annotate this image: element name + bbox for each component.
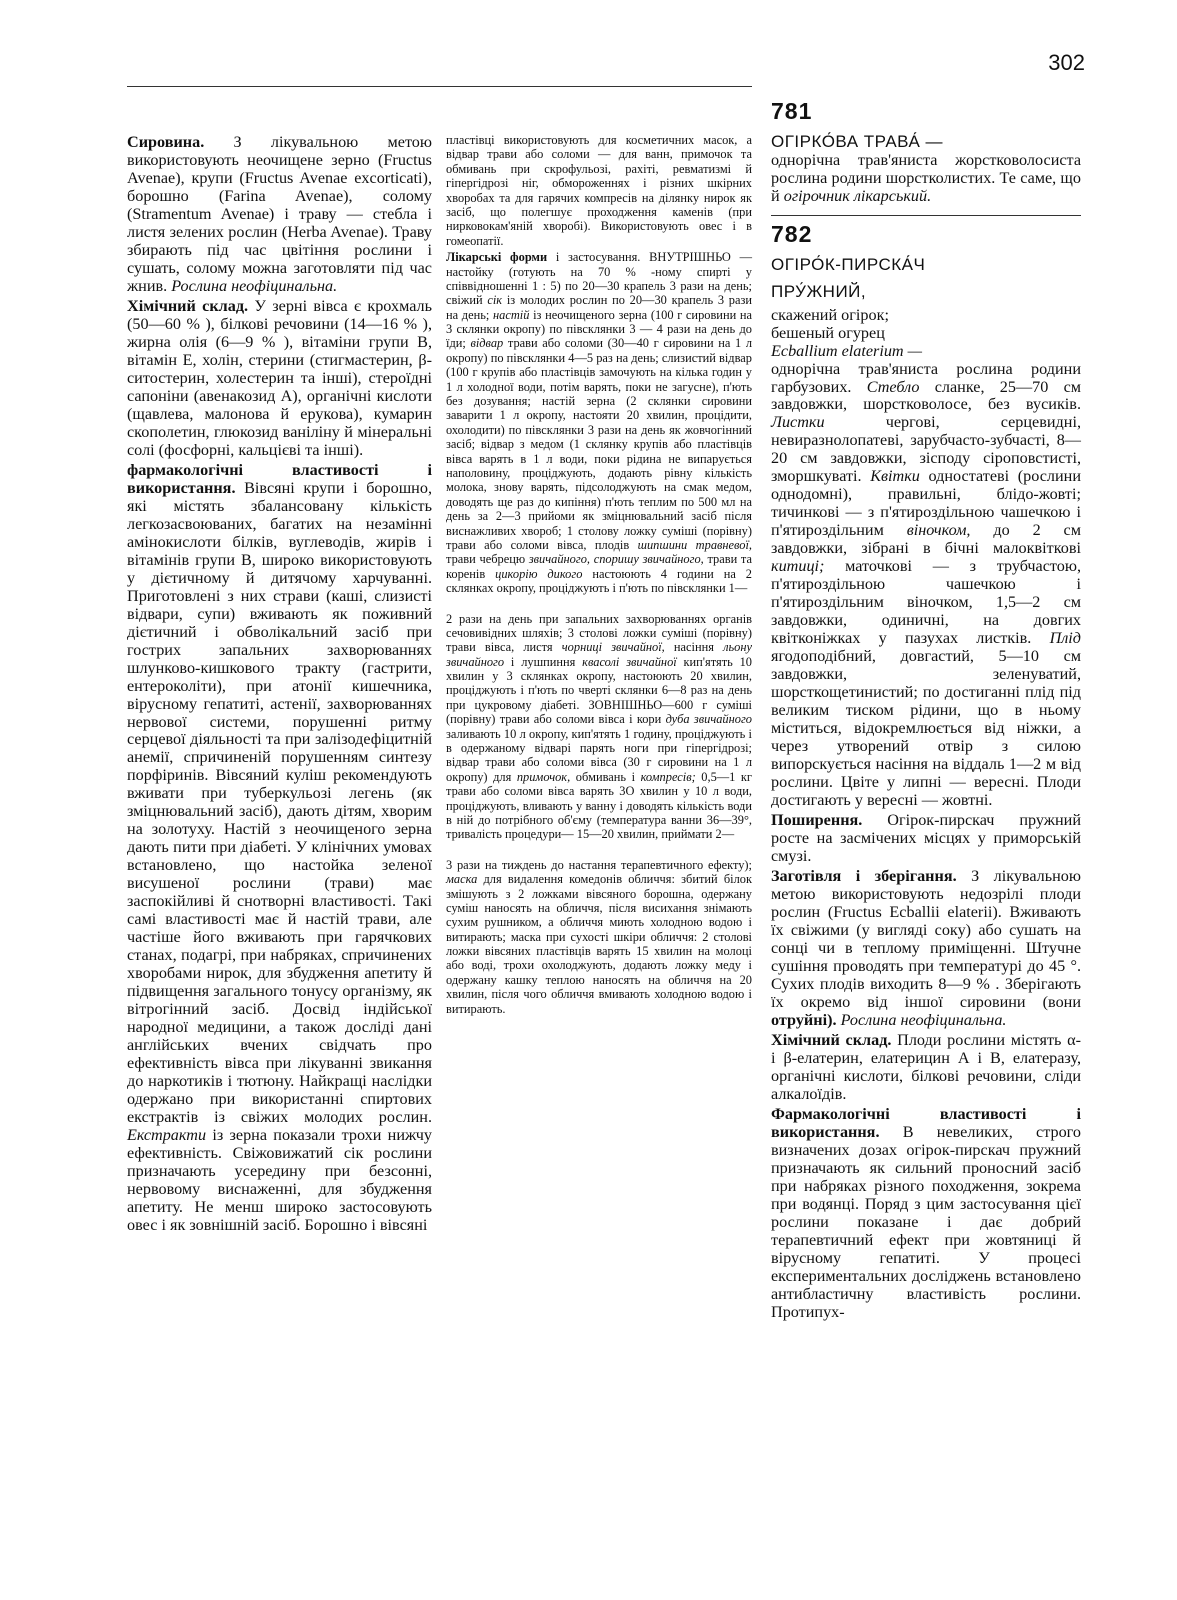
top-rule: [127, 86, 752, 87]
paragraph-pharmacology: фармакологічні властивості і використання. Вівсяні крупи і борошно, які містять збалансовану кількість легкозасвоюваних, багатих на незамінні амінокислоти білків, вуглеводів, жирів і вітамінів групи В, широко використовують у дієтичному й дитячому харчуванні. Приготовлені з них страви (каші, слизисті відвари, супи) вживають як поживний дієтичний і обволікальний засіб при гострих запальних захворюваннях шлунково-кишкового тракту (гастрити, ентероколіти), при атонії кишечника, вірусному гепатиті, астенії, захворюваннях нервової системи, порушенні ритму серцевої діяльності та при залізодефіцитній анемії, спричиненій порушенням синтезу порфіринів. Вівсяний куліш рекомендують вживати при туберкульозі легень (як зміцнювальний засіб), дають дітям, хворим на золотуху. Настій з неочищеного зерна дають пити при діабеті. У клінічних умовах встановлено, що настойка зеленої висушеної рослини (трави) має заспокійливі й снотворні властивості. Такі самі властивості має й настій трави, але частіше його вживають при гарячкових станах, подагрі, при набряках, спричинених хворобами нирок, для збудження апетиту й підвищення загального тонусу організму, як вітрогінний засіб. Досвід індійської народної медицини, а також досліді дані англійських вчених свідчать про ефективність вівса при лікуванні звикання до наркотиків і тютюну. Найкращі наслідки одержано при використанні спиртових екстрактів із свіжих молодих рослин. Екстракти із зерна показали трохи нижчу ефективність. Свіжовижатий сік рослини призначають усередину при безсонні, нервовому виснаженні, для збудження апетиту. Не менш широко застосовують овес і як зовнішній засіб. Борошно і вівсяні: [127, 460, 432, 1235]
column-3: [771, 93, 1081, 1323]
paragraph-raw-material: Сировина. З лікувальною метою використовують неочищене зерно (Fructus Avenae), крупи (Fructus Avenae excorticati), борошно (Farina Avenae), солому (Stramentum Avenae) і траву — стебла і листя зелених рослин (Herba Avenae). Траву збирають під час цвітіння рослини і сушать, солому можна заготовляти під час жнив. Рослина неофіцинальна.: [127, 133, 432, 295]
paragraph-external-use: пластівці використовують для косметичних масок, а відвар трави або соломи — для ванн, примочок та обмивань при скрофульозі, рахіті, ревматизмі й гіпергідрозі ніг, обмороженнях і різних шкірних хворобах та для гарячих компресів на ділянку нирок як засіб, що полегшує проходження каменів (при нирковокам'яній хворобі). Використовують овес і в гомеопатії.: [446, 133, 752, 248]
column-2: [446, 133, 752, 1018]
article-text-781: однорічна трав'яниста жорстковолосиста рослина родини шорстколистих. Те саме, що й огірочник лікарський.: [771, 151, 1081, 206]
paragraph-chemical-composition: Хімічний склад. У зерні вівса є крохмаль (50—60 % ), білкові речовини (14—16 % ), жирна олія (6—9 % ), вітаміни групи В, вітамін Е, холін, стерини (стигмастерин, β-ситостерин, холестерин та інші), стероїдні сапоніни (авенакозид А), органічні кислоти (щавлева, малонова й ерукова), кумарин скополетин, глюкозид ваніліну й мінеральні солі (фосфорні, кальцієві та інші).: [127, 296, 432, 459]
article-number-781: 781: [771, 98, 813, 124]
paragraph-pharmacology-782: Фармакологічні властивості і використання. В невеликих, строго визначених дозах огірок-пирскач пружний призначають як сильний проносний засіб при набряках різного походження, зокрема при водянці. Поряд з цим застосування цієї рослини показане і дає добрий терапевтичний ефект при жовтяниці й вірусному гепатиті. У процесі експериментальних досліджень встановлено антибластичну властивість рослини. Протипух-: [771, 1104, 1081, 1321]
article-title-782: ОГІРО́К-ПИРСКА́Ч: [771, 254, 926, 274]
article-number-782: 782: [771, 221, 813, 248]
synonym-2: бешеный огурец: [771, 323, 885, 342]
column-1: [127, 133, 432, 1236]
paragraph-distribution: Поширення. Огірок-пирскач пружний росте на засмічених місцях у приморській смузі.: [771, 811, 1081, 866]
paragraph-dosage-continued: 2 рази на день при запальних захворюваннях органів сечовивідних шляхів; 3 столові ложки суміші (порівну) трави вівса, листя чорниці звичайної, насіння льону звичайного і лушпиння квасолі звичайної кип'ятять 10 хвилин у 3 склянках окропу, настоюють 20 хвилин, проціджують і п'ють по чверті склянки 6—8 раз на день при цукровому діабеті. ЗОВНІШНЬО—600 г суміші (порівну) трави або соломи вівса і кори дуба звичайного заливають 10 л окропу, кип'ятять 1 годину, проціджують і в одержаному відварі парять ноги при гіпергідрозі; відвар трави або соломи вівса (30 г сировини на 1 л окропу) для примочок, обмивань і компресів; 0,5—1 кг трави або соломи вівса варять 3О хвилин у 10 л води, проціджують, вливають у ванну і доводять кількість води в ній до потрібного об'єму (температура ванни 36—39°, тривалість процедури— 15—20 хвилин, приймати 2—: [446, 611, 752, 842]
article-title-782-line2: ПРУ́ЖНИЙ,: [771, 281, 867, 301]
page-number: 302: [1048, 50, 1085, 75]
latin-name: Ecballium elaterium —: [771, 341, 923, 360]
paragraph-harvesting: Заготівля і зберігання. З лікувальною метою використовують недозрілі плоди рослин (Fructus Ecballii elaterii). Вживають їх свіжими (у вигляді соку) або сушать на сонці чи в теплому приміщенні. Штучне сушіння проводять при температурі до 45 °. Сухих плодів виходить 8—9 % . Зберігають їх окремо від іншої сировини (вони отруйні). Рослина неофіцинальна.: [771, 867, 1081, 1029]
article-title-781: ОГІРКО́ВА ТРАВА́ —: [771, 131, 944, 151]
paragraph-chemical-composition-782: Хімічний склад. Плоди рослини містять α- і β-елатерин, елатерицин А і В, елатеразу, органічні кислоти, білкові речовини, сліди алкалоїдів.: [771, 1030, 1081, 1103]
paragraph-masks: 3 рази на тиждень до настання терапевтичного ефекту); маска для видалення комедонів обличчя: збитий білок змішують з 2 ложками вівсяного борошна, одержану суміш наносять на обличчя, після висихання знімають сухим рушником, а обличчя миють холодною водою і витирають; маска при сухості шкіри обличчя: 2 столові ложки вівсяних пластівців варять 15 хвилин на молоці або воді, трохи охолоджують, додають ложку меду і одержану кашку теплою наносять на обличчя на 20 хвилин, після чого обличчя вмивають холодною водою і витирають.: [446, 857, 752, 1016]
article-divider: [771, 215, 1081, 216]
synonym-1: скажений огірок;: [771, 305, 889, 324]
paragraph-description: однорічна трав'яниста рослина родини гарбузових. Стебло сланке, 25—70 см завдовжки, шорстковолосе, без вусиків. Листки чергові, серцевидні, невиразнолопатеві, зарубчасто-зубчасті, 8—20 см завдовжки, зісподу сіроповстисті, зморшкуваті. Квітки одностатеві (рослини однодомні), правильні, блідо-жовті; тичинкові — з п'ятироздільною чашечкою і п'ятироздільним віночком, до 2 см завдовжки, зібрані в бічні малоквіткові китиці; маточкові — з трубчастою, п'ятироздільною чашечкою і п'ятироздільним віночком, 1,5—2 см завдовжки, одиничні, на довгих квітконіжках у пазухах листків. Плід ягодоподібний, довгастий, 5—10 см завдовжки, зеленуватий, шорсткощетинистий; по достиганні плід під великим тиском рідини, що в ньому міститься, відокремлюється від ніжки, а через утворений отвір з силою випорскується насіння на віддаль 1—2 м від рослини. Цвіте у липні — вересні. Плоди достигають у вересні — жовтні.: [771, 359, 1081, 810]
paragraph-dosage-forms: Лікарські форми і застосування. ВНУТРІШНЬО — настойку (готують на 70 % -ному спирті у співвідношенні 1 : 5) по 20—30 крапель 3 рази на день; свіжий сік із молодих рослин по 20—30 крапель 3 рази на день; настій із неочищеного зерна (100 г сировини на 3 склянки окропу) по півсклянки 3 — 4 рази на день до їди; відвар трави або соломи (30—40 г сировини на 1 л окропу) по півсклянки 4—5 раз на день; слизистий відвар (100 г крупів або пластівців замочують на кілька годин у 1 л холодної води, потім варять, поки не загусне), п'ють без дозування; настій зерна (2 склянки сировини заварити 1 л окропу, настояти 20 хвилин, процідити, охолодити) по півсклянки 3 рази на день як жовчогінний засіб; відвар з медом (1 склянку крупів або пластівців вівса варять в 1 л води, поки рідина не випарується наполовину, проціджують, додають рівну кількість молока, знову варять, підсолоджують на смак медом, доводять ще раз до кипіння) п'ють теплим по 500 мл на день за 2—3 прийоми як зміцнювальний засіб після виснажливих хвороб; 1 столову ложку суміші (порівну) трави або соломи вівса, плодів шипшини травневої, трави чебрецю звичайного, споришу звичайного, трави та коренів цикорію дикого настоюють 4 години на 2 склянках окропу, проціджують і п'ють по півсклянки 1—: [446, 250, 753, 596]
